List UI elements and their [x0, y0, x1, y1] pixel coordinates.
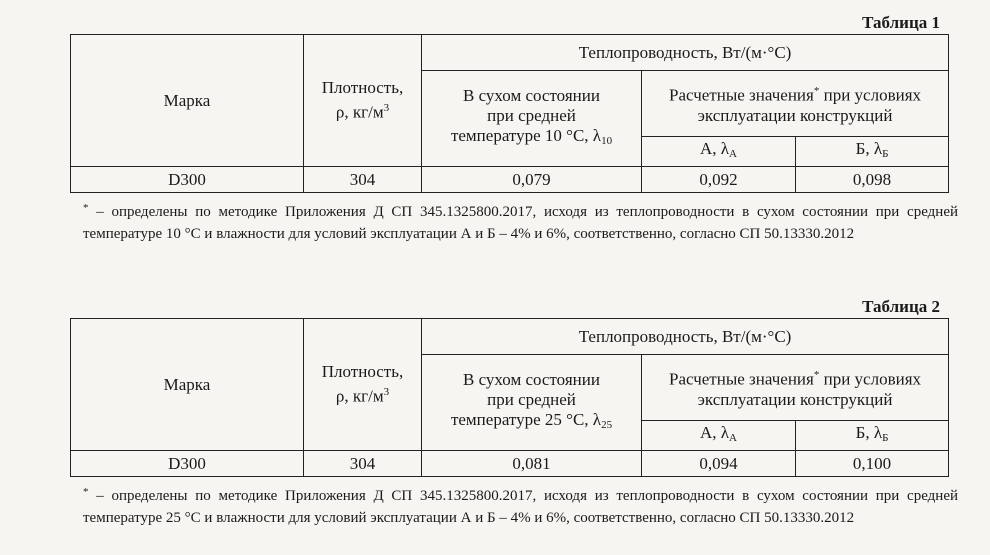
header-conductivity: Теплопроводность, Вт/(м·°С) — [422, 319, 949, 355]
header-design-values: Расчетные значения* при условиях эксплуатации конструкций — [642, 355, 949, 421]
footnote: * – определены по методике Приложения Д СП 345.1325800.2017, исходя из теплопроводности в сухом состоянии при средней температуре 25 °С и влажности для условий эксплуатации А и Б – 4% и 6%, соответственно, согласно СП 50.13330.2012 — [83, 486, 958, 526]
cell-b: 0,098 — [796, 167, 949, 193]
cell-density: 304 — [304, 167, 422, 193]
table-block-1 — [70, 12, 958, 245]
header-density: Плотность, ρ, $кг/м^3$ — [304, 319, 422, 451]
header-condition-b: Б, $\lambda_Б$ — [796, 421, 949, 451]
cell-grade: D300 — [71, 451, 304, 477]
header-condition-a: А, $\lambda_А$ — [642, 137, 796, 167]
header-dry-state: В сухом состоянии при средней температуре 10 °С, $\lambda_{10}$ — [422, 71, 642, 167]
table-row — [71, 451, 949, 477]
table-title: Таблица 2 — [862, 297, 940, 316]
table-row — [71, 167, 949, 193]
cell-density: 304 — [304, 451, 422, 477]
table-title: Таблица 1 — [862, 13, 940, 32]
header-grade: Марка — [71, 319, 304, 451]
cell-dry: 0,079 — [422, 167, 642, 193]
footnote: * – определены по методике Приложения Д СП 345.1325800.2017, исходя из теплопроводности в сухом состоянии при средней температуре 10 °С и влажности для условий эксплуатации А и Б – 4% и 6%, соответственно, согласно СП 50.13330.2012 — [83, 202, 958, 242]
header-dry-state: В сухом состоянии при средней температуре 25 °С, $\lambda_{25}$ — [422, 355, 642, 451]
header-condition-b: Б, $\lambda_Б$ — [796, 137, 949, 167]
conductivity-table — [70, 34, 949, 193]
cell-a: 0,094 — [642, 451, 796, 477]
header-condition-a: А, $\lambda_А$ — [642, 421, 796, 451]
conductivity-table — [70, 318, 949, 477]
cell-a: 0,092 — [642, 167, 796, 193]
cell-b: 0,100 — [796, 451, 949, 477]
table-block-2 — [70, 296, 958, 529]
header-density: Плотность, ρ, $кг/м^3$ — [304, 35, 422, 167]
cell-grade: D300 — [71, 167, 304, 193]
header-grade: Марка — [71, 35, 304, 167]
header-design-values: Расчетные значения* при условиях эксплуатации конструкций — [642, 71, 949, 137]
cell-dry: 0,081 — [422, 451, 642, 477]
header-conductivity: Теплопроводность, Вт/(м·°С) — [422, 35, 949, 71]
